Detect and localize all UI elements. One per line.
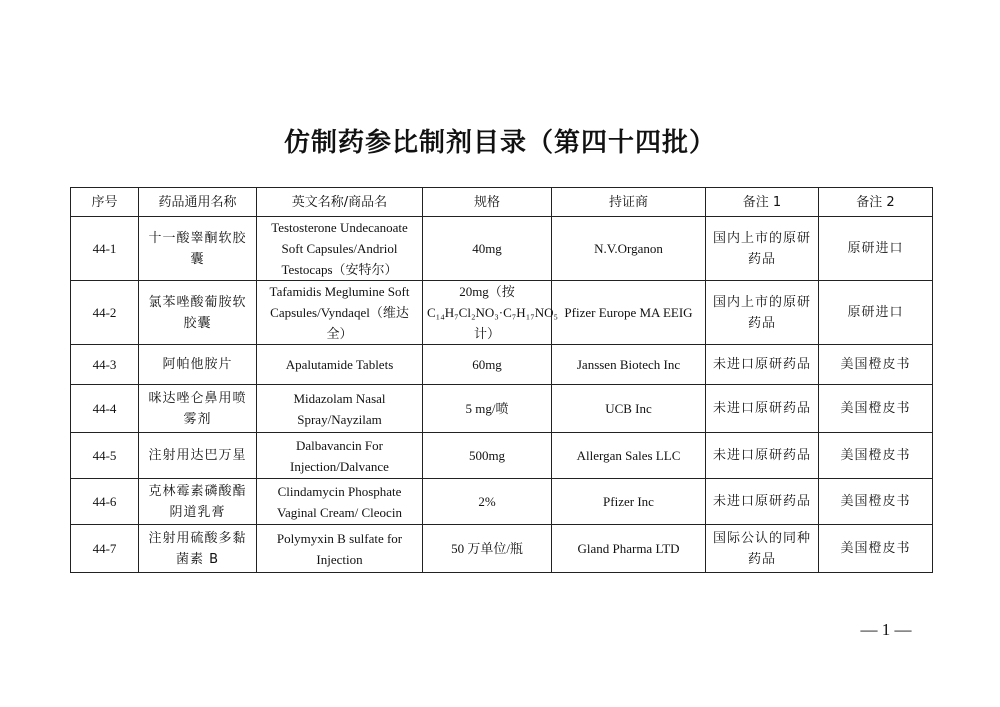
table-row [71,433,933,479]
table-row [71,281,933,345]
table-row [71,217,933,281]
cell-spec: 60mg [423,345,552,385]
cell-note2: 美国橙皮书 [819,479,933,525]
cell-note1: 未进口原研药品 [706,433,819,479]
cell-en-name: Apalutamide Tablets [257,345,423,385]
column-header-holder: 持证商 [552,188,706,217]
cell-cn-name: 阿帕他胺片 [139,345,257,385]
cell-spec: 20mg（按C₁₄H₇Cl₂NO₃·C₇H₁₇NO₅计） [423,281,552,345]
cell-en-name: Clindamycin Phosphate Vaginal Cream/ Cleocin [257,479,423,525]
cell-note1: 未进口原研药品 [706,385,819,433]
cell-no: 44-4 [71,385,139,433]
cell-cn-name: 氯苯唑酸葡胺软胶囊 [139,281,257,345]
page-number: — 1 — [860,620,912,639]
cell-no: 44-7 [71,525,139,573]
cell-cn-name: 注射用硫酸多黏菌素 B [139,525,257,573]
cell-spec: 5 mg/喷 [423,385,552,433]
cell-cn-name: 咪达唑仑鼻用喷雾剂 [139,385,257,433]
cell-note2: 原研进口 [819,281,933,345]
cell-cn-name: 克林霉素磷酸酯阴道乳膏 [139,479,257,525]
cell-note1: 未进口原研药品 [706,479,819,525]
cell-en-name: Tafamidis Meglumine Soft Capsules/Vyndaqel（维达全） [257,281,423,345]
table-row [71,479,933,525]
cell-spec: 40mg [423,217,552,281]
cell-holder: Allergan Sales LLC [552,433,706,479]
column-header-en-name: 英文名称/商品名 [257,188,423,217]
cell-spec: 50 万单位/瓶 [423,525,552,573]
cell-note2: 美国橙皮书 [819,385,933,433]
column-header-no: 序号 [71,188,139,217]
cell-en-name: Testosterone Undecanoate Soft Capsules/Andriol Testocaps（安特尔） [257,217,423,281]
cell-note2: 美国橙皮书 [819,525,933,573]
table-header-row [71,188,933,217]
cell-note2: 原研进口 [819,217,933,281]
cell-holder: N.V.Organon [552,217,706,281]
cell-en-name: Polymyxin B sulfate for Injection [257,525,423,573]
cell-spec: 500mg [423,433,552,479]
cell-no: 44-5 [71,433,139,479]
column-header-note2: 备注 2 [819,188,933,217]
cell-holder: Janssen Biotech Inc [552,345,706,385]
cell-no: 44-3 [71,345,139,385]
cell-note2: 美国橙皮书 [819,345,933,385]
cell-note1: 未进口原研药品 [706,345,819,385]
column-header-cn-name: 药品通用名称 [139,188,257,217]
cell-note1: 国内上市的原研药品 [706,217,819,281]
cell-spec: 2% [423,479,552,525]
cell-note2: 美国橙皮书 [819,433,933,479]
cell-en-name: Midazolam Nasal Spray/Nayzilam [257,385,423,433]
reference-drug-table [70,187,933,573]
cell-holder: Pfizer Inc [552,479,706,525]
cell-note1: 国内上市的原研药品 [706,281,819,345]
cell-holder: Pfizer Europe MA EEIG [552,281,706,345]
cell-holder: UCB Inc [552,385,706,433]
table-row [71,525,933,573]
cell-cn-name: 注射用达巴万星 [139,433,257,479]
table-row [71,385,933,433]
cell-no: 44-1 [71,217,139,281]
cell-note1: 国际公认的同种药品 [706,525,819,573]
cell-no: 44-6 [71,479,139,525]
cell-no: 44-2 [71,281,139,345]
cell-cn-name: 十一酸睾酮软胶囊 [139,217,257,281]
document-title: 仿制药参比制剂目录（第四十四批） [283,128,716,158]
table-row [71,345,933,385]
column-header-note1: 备注 1 [706,188,819,217]
column-header-spec: 规格 [423,188,552,217]
cell-en-name: Dalbavancin For Injection/Dalvance [257,433,423,479]
cell-holder: Gland Pharma LTD [552,525,706,573]
